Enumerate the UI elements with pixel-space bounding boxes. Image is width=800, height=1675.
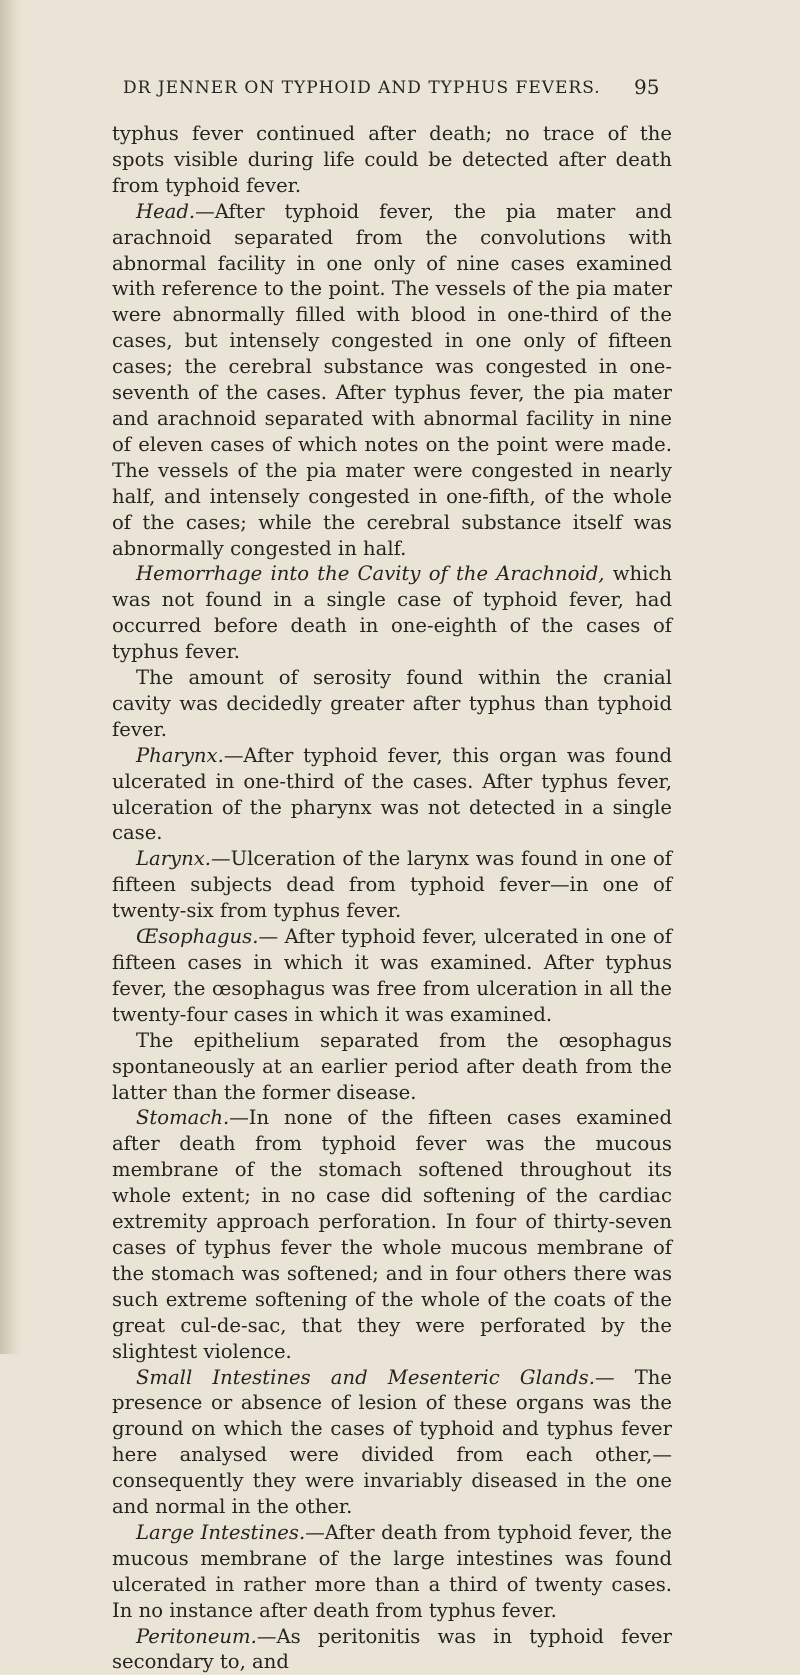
paragraph-heading: Hemorrhage into the Cavity of the Arachnoid, (136, 562, 605, 586)
paragraph-text: — After typhoid fever, ulcerated in one of fifteen cases in which it was examined. After typhus fever, the œsophagus was free from ulceration in all the twenty-four cases in which it was examined. (112, 925, 672, 1026)
paragraph-text: — The presence or absence of lesion of these organs was the ground on which the cases of typhoid and typhus fever here analysed were divided from each other,—consequently they were invariably diseased in the one and normal in the other. (112, 1365, 672, 1519)
paragraph-text: —After typhoid fever, the pia mater and arachnoid separated from the convolutions with abnormal facility in one only of nine cases examined with reference to the point. The vessels of the pia mater were abnormally filled with blood in one-third of the cases, but intensely congested in one only of fifteen cases; the cerebral substance was congested in one-seventh of the cases. After typhus fever, the pia mater and arachnoid separated with abnormal facility in nine of eleven cases of which notes on the point were made. The vessels of the pia mater were congested in nearly half, and intensely congested in one-fifth, of the whole of the cases; while the cerebral substance itself was abnormally congested in half. (112, 199, 672, 560)
paragraph-text: —In none of the fifteen cases examined after death from typhoid fever was the mucous membrane of the stomach softened throughout its whole extent; in no case did softening of the cardiac extremity approach perforation. In four of thirty-seven cases of typhus fever the whole mucous membrane of the stomach was softened; and in four others there was such extreme softening of the whole of the coats of the great cul-de-sac, that they were perforated by the slightest violence. (112, 1106, 672, 1363)
paragraph (112, 1028, 672, 1106)
paragraph-heading: Pharynx. (136, 743, 224, 767)
body-text (112, 121, 672, 1675)
page-number: 95 (634, 75, 660, 99)
paragraph (112, 199, 672, 562)
paragraph-text: which was not found in a single case of typhoid fever, had occurred before death in one-eighth of the cases of typhus fever. (112, 562, 672, 664)
paragraph-text: typhus fever continued after death; no trace of the spots visible during life could be detected after death from typhoid fever. (112, 122, 672, 197)
paragraph-text: —After death from typhoid fever, the mucous membrane of the large intestines was found ulcerated in rather more than a third of twenty cases. In no instance after death from typhus fever. (112, 1520, 672, 1622)
page-header (0, 75, 800, 108)
paragraph-heading: Peritoneum. (136, 1624, 257, 1648)
paragraph (112, 1365, 672, 1520)
paragraph (112, 924, 672, 1028)
paragraph (112, 846, 672, 924)
paragraph-text: The amount of serosity found within the cranial cavity was decidedly greater after typhus than typhoid fever. (112, 666, 672, 741)
running-head: DR JENNER ON TYPHOID AND TYPHUS FEVERS. (123, 78, 601, 98)
paragraph (112, 121, 672, 199)
paragraph-heading: Small Intestines and Mesenteric Glands. (136, 1365, 595, 1389)
page-edge-shadow (0, 0, 22, 1354)
paragraph (112, 743, 672, 847)
paragraph (112, 665, 672, 743)
paragraph-heading: Stomach. (136, 1106, 230, 1130)
paragraph-heading: Larynx. (136, 847, 212, 871)
paragraph-heading: Œsophagus. (136, 925, 259, 949)
paragraph (112, 561, 672, 665)
paragraph-text: —After typhoid fever, this organ was found ulcerated in one-third of the cases. After typhus fever, ulceration of the pharynx was not detected in a single case. (112, 743, 672, 845)
paragraph (112, 1520, 672, 1624)
paragraph (112, 1105, 672, 1364)
paragraph-text: —Ulceration of the larynx was found in one of fifteen subjects dead from typhoid fever—in one of twenty-six from typhus fever. (112, 847, 672, 923)
paragraph-heading: Head. (136, 199, 196, 223)
paragraph-text: The epithelium separated from the œsophagus spontaneously at an earlier period after death from the latter than the former disease. (112, 1028, 672, 1104)
paragraph-text: —As peritonitis was in typhoid fever secondary to, and (112, 1624, 672, 1674)
paragraph-heading: Large Intestines. (136, 1520, 306, 1544)
paragraph (112, 1624, 672, 1675)
